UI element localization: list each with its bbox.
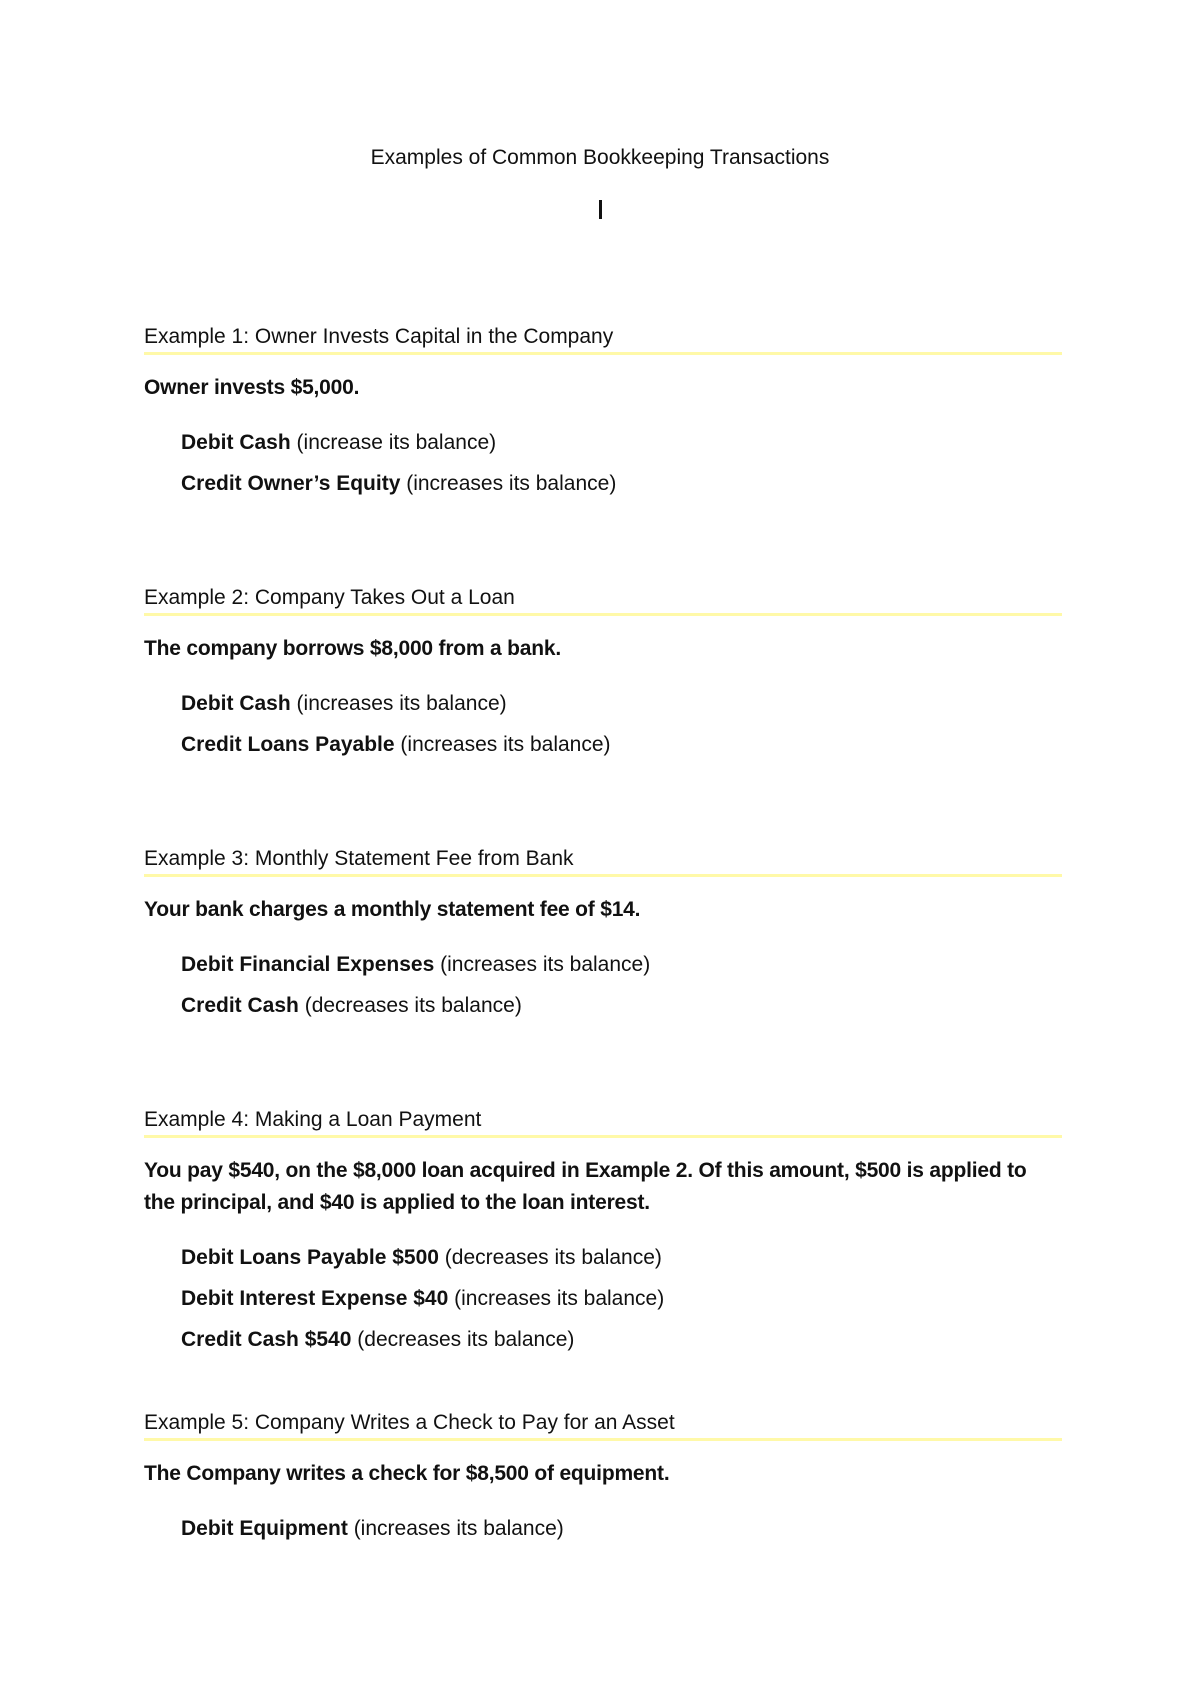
entry-account: Debit Cash xyxy=(181,692,291,715)
journal-entries xyxy=(144,689,1062,771)
journal-entries xyxy=(144,1514,1062,1555)
entry-account: Debit Loans Payable $500 xyxy=(181,1246,439,1269)
example-heading: Example 4: Making a Loan Payment xyxy=(144,1105,1062,1138)
entry-note: (increases its balance) xyxy=(296,692,507,715)
entry-note: (increases its balance) xyxy=(406,472,617,495)
journal-entry xyxy=(181,469,1062,510)
example-description: The company borrows $8,000 from a bank. xyxy=(144,637,561,660)
journal-entry xyxy=(181,1514,1062,1555)
journal-entries xyxy=(144,428,1062,510)
entry-note: (decreases its balance) xyxy=(304,994,522,1017)
entry-account: Credit Cash $540 xyxy=(181,1328,352,1351)
entry-account: Credit Loans Payable xyxy=(181,733,395,756)
example-description: Owner invests $5,000. xyxy=(144,376,360,399)
example-heading: Example 5: Company Writes a Check to Pay for an Asset xyxy=(144,1408,1062,1441)
example-heading: Example 1: Owner Invests Capital in the Company xyxy=(144,322,1062,355)
example-4 xyxy=(144,1105,1062,1366)
example-description: Your bank charges a monthly statement fee of $14. xyxy=(144,898,641,921)
entry-note: (decreases its balance) xyxy=(444,1246,662,1269)
journal-entry xyxy=(181,1325,1062,1366)
journal-entry xyxy=(181,730,1062,771)
entry-account: Debit Financial Expenses xyxy=(181,953,435,976)
journal-entry xyxy=(181,991,1062,1032)
example-heading: Example 2: Company Takes Out a Loan xyxy=(144,583,1062,616)
entry-account: Debit Interest Expense $40 xyxy=(181,1287,449,1310)
entry-note: (increase its balance) xyxy=(296,431,497,454)
entry-account: Credit Owner’s Equity xyxy=(181,472,401,495)
entry-note: (increases its balance) xyxy=(440,953,651,976)
journal-entry xyxy=(181,428,1062,469)
journal-entries xyxy=(144,1243,1062,1366)
entry-note: (decreases its balance) xyxy=(357,1328,575,1351)
entry-account: Debit Cash xyxy=(181,431,291,454)
journal-entry xyxy=(181,1284,1062,1325)
entry-note: (increases its balance) xyxy=(400,733,611,756)
example-description: The Company writes a check for $8,500 of equipment. xyxy=(144,1462,670,1485)
entry-note: (increases its balance) xyxy=(353,1517,564,1540)
text-cursor xyxy=(599,200,602,219)
journal-entry xyxy=(181,689,1062,730)
example-description: You pay $540, on the $8,000 loan acquired in Example 2. Of this amount, $500 is applied to the principal, and $40 is applied to the loan interest. xyxy=(144,1159,1027,1214)
journal-entry xyxy=(181,1243,1062,1284)
example-2 xyxy=(144,583,1062,771)
entry-note: (increases its balance) xyxy=(454,1287,665,1310)
example-3 xyxy=(144,844,1062,1032)
example-5 xyxy=(144,1408,1062,1555)
journal-entries xyxy=(144,950,1062,1032)
document-title: Examples of Common Bookkeeping Transactions xyxy=(370,146,830,169)
example-heading: Example 3: Monthly Statement Fee from Bank xyxy=(144,844,1062,877)
entry-account: Debit Equipment xyxy=(181,1517,348,1540)
journal-entry xyxy=(181,950,1062,991)
entry-account: Credit Cash xyxy=(181,994,299,1017)
example-1 xyxy=(144,322,1062,510)
